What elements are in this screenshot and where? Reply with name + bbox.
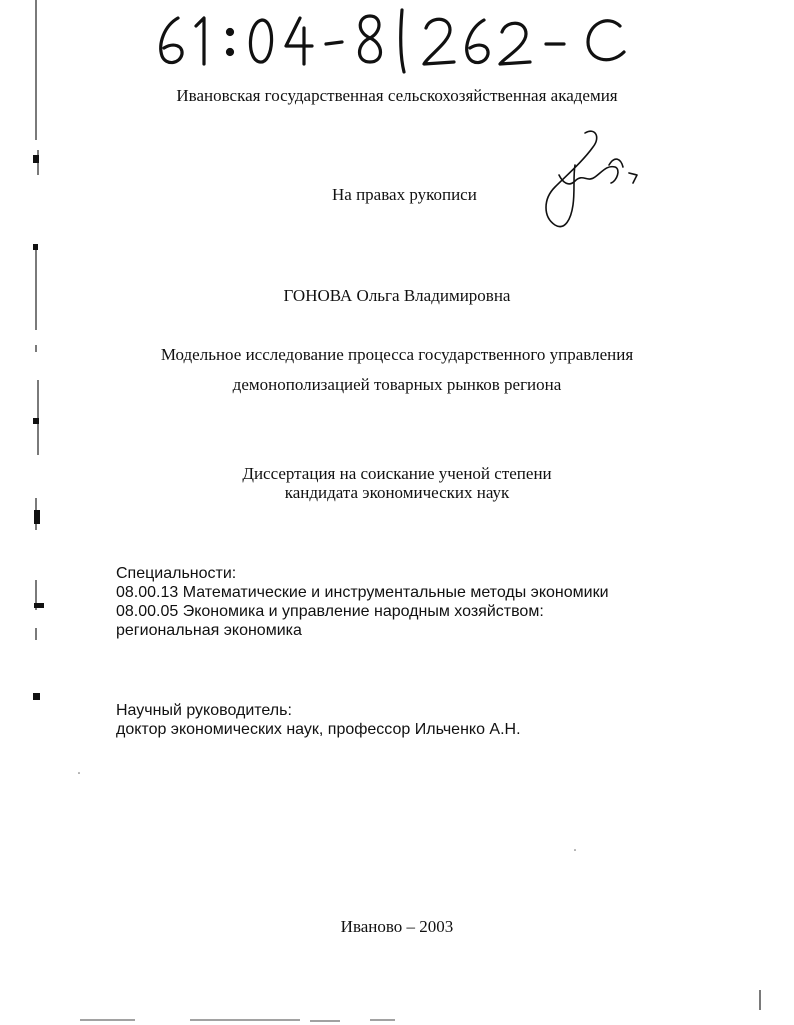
degree-statement-line-2: кандидата экономических наук — [284, 483, 510, 502]
specialty-item: региональная экономика — [116, 622, 302, 639]
manuscript-note: На правах рукописи — [332, 185, 477, 204]
signature — [525, 125, 645, 240]
specialty-item: 08.00.13 Математические и инструментальные методы экономики — [116, 584, 609, 601]
institution-name: Ивановская государственная сельскохозяйственная академия — [176, 86, 618, 105]
author-name: ГОНОВА Ольга Владимировна — [283, 286, 511, 305]
dissertation-title-line-1: Модельное исследование процесса государственного управления — [160, 345, 634, 364]
degree-statement-line-1: Диссертация на соискание ученой степени — [242, 464, 552, 483]
dissertation-title-line-2: демонополизацией товарных рынков региона — [232, 375, 562, 394]
specialties-block — [116, 564, 609, 640]
catalog-code-handwritten — [150, 4, 650, 74]
degree-statement — [0, 464, 794, 502]
supervisor-block — [116, 701, 521, 739]
specialties-heading: Специальности: — [116, 565, 237, 582]
supervisor-heading: Научный руководитель: — [116, 702, 292, 719]
supervisor-name: доктор экономических наук, профессор Ильченко А.Н. — [116, 721, 521, 738]
specialty-item: 08.00.05 Экономика и управление народным хозяйством: — [116, 603, 544, 620]
city-year: Иваново – 2003 — [340, 917, 454, 936]
